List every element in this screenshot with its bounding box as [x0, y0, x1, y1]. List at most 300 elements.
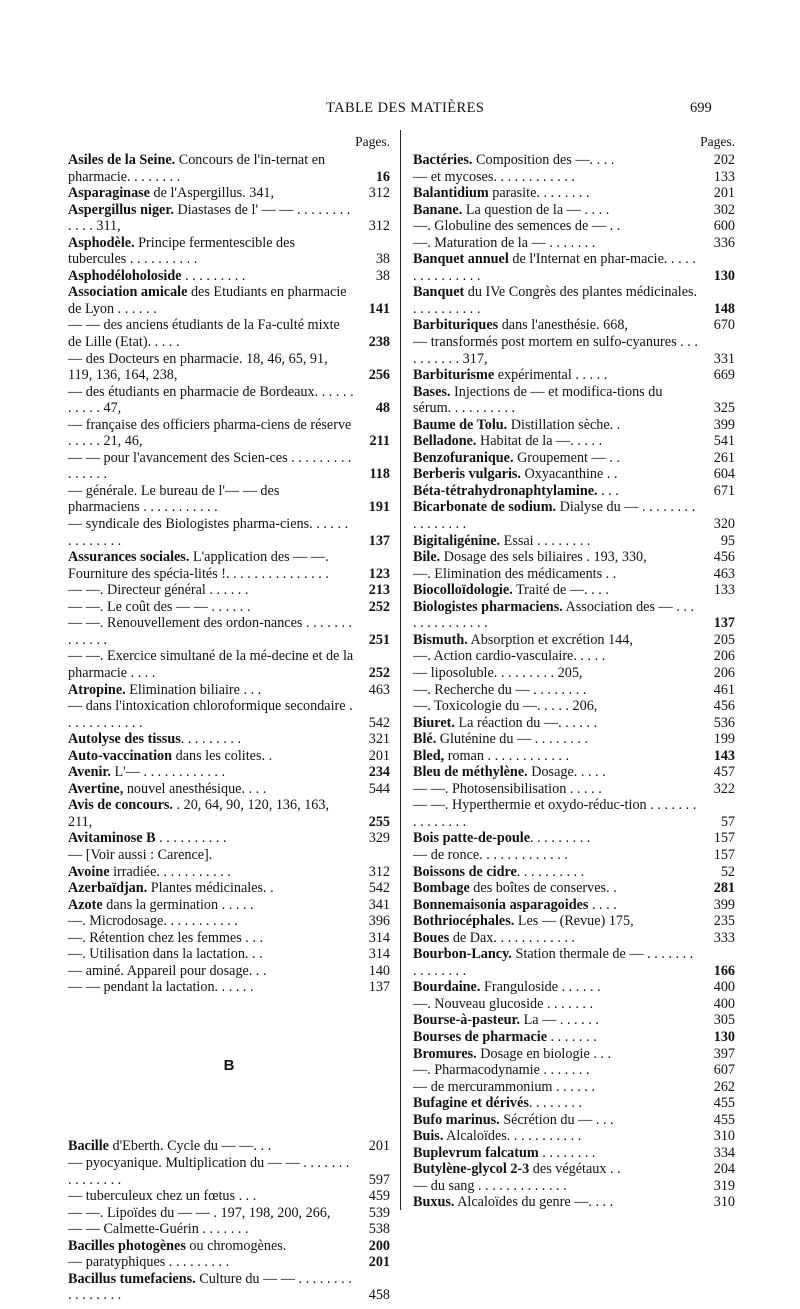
- entry-page-number: 191: [368, 499, 390, 516]
- entry-keyword: Aspergillus niger.: [68, 201, 174, 218]
- entry-keyword: Buplevrum falcatum: [413, 1144, 539, 1161]
- pages-heading: Pages.: [355, 134, 390, 149]
- index-entry: [68, 516, 390, 549]
- right-entries: [413, 152, 735, 1211]
- entry-page-number: 16: [375, 168, 390, 185]
- index-entry: [413, 1029, 735, 1046]
- entry-keyword: Avoine: [68, 863, 110, 880]
- entry-keyword: Bufagine et dérivés: [413, 1095, 529, 1112]
- index-entry: [413, 1178, 735, 1195]
- entry-page-number: 95: [720, 532, 735, 549]
- entry-text: . . . . . . . .: [538, 1144, 596, 1161]
- entry-text: — pyocyanique. Multiplication du — — . . . . . . . . . . . . . . .: [68, 1154, 350, 1188]
- entry-keyword: Avis de concours.: [68, 797, 173, 814]
- entry-page-number: 671: [713, 482, 735, 499]
- entry-page-number: 541: [713, 433, 735, 450]
- entry-page-number: 201: [713, 185, 735, 202]
- entry-text: Oxyacanthine . .: [520, 466, 618, 483]
- index-entry: [68, 317, 390, 350]
- entry-page-number: 143: [713, 747, 735, 764]
- entry-text: — générale. Le bureau de l'— — des pharmaciens . . . . . . . . . . .: [68, 482, 280, 516]
- entry-text: —. Toxicologie du —. . . . . 206,: [413, 698, 598, 715]
- entry-page-number: 331: [713, 350, 735, 367]
- left-column: [68, 134, 390, 1304]
- entry-text: — des étudiants en pharmacie de Bordeaux. . . . . . . . . . . 47,: [68, 383, 354, 417]
- entry-text: Habitat de la —. . . . .: [476, 433, 603, 450]
- index-entry: [68, 1238, 390, 1255]
- entry-keyword: Buxus.: [413, 1194, 455, 1211]
- entry-text: — de ronce. . . . . . . . . . . . .: [413, 846, 568, 863]
- entry-text: — du sang . . . . . . . . . . . . .: [413, 1177, 567, 1194]
- entry-text: Diastases de l' — — . . . . . . . . . . . . 311,: [68, 201, 351, 235]
- index-entry: [68, 864, 390, 881]
- entry-text: Alcaloïdes du genre —. . . .: [454, 1194, 614, 1211]
- entry-text: irradiée. . . . . . . . . . .: [109, 863, 231, 880]
- entry-keyword: Atropine.: [68, 681, 126, 698]
- index-entry: [413, 632, 735, 649]
- index-entry: [413, 648, 735, 665]
- entry-keyword: Bacilles photogènes: [68, 1237, 186, 1254]
- entry-text: —. Nouveau glucoside . . . . . . .: [413, 995, 594, 1012]
- entry-page-number: 238: [368, 334, 390, 351]
- index-entry: [68, 1138, 390, 1155]
- entry-page-number: 336: [713, 234, 735, 251]
- pages-heading: Pages.: [700, 134, 735, 149]
- page-title: TABLE DES MATIÈRES: [326, 100, 485, 116]
- section-letter: B: [223, 1056, 235, 1074]
- entry-text: — paratyphiques . . . . . . . . .: [68, 1254, 230, 1271]
- index-entry: [68, 1271, 390, 1304]
- entry-page-number: 57: [720, 813, 735, 830]
- entry-page-number: 333: [713, 929, 735, 946]
- entry-text: roman . . . . . . . . . . . .: [444, 747, 570, 764]
- entry-keyword: Bismuth.: [413, 631, 468, 648]
- entry-keyword: Bourses de pharmacie: [413, 1028, 547, 1045]
- entry-keyword: Association amicale: [68, 284, 188, 301]
- entry-page-number: 457: [713, 764, 735, 781]
- entry-keyword: Bled,: [413, 747, 445, 764]
- entry-page-number: 123: [368, 565, 390, 582]
- entry-page-number: 234: [368, 764, 390, 781]
- entry-page-number: 334: [713, 1144, 735, 1161]
- entry-text: Alcaloïdes. . . . . . . . . . .: [443, 1128, 582, 1145]
- entry-keyword: Berberis vulgaris.: [413, 466, 521, 483]
- entry-keyword: Blé.: [413, 731, 437, 748]
- entry-keyword: Autolyse des tissus: [68, 731, 181, 748]
- entry-page-number: 314: [368, 946, 390, 963]
- index-entry: [413, 1046, 735, 1063]
- entry-keyword: Buis.: [413, 1128, 444, 1145]
- entry-text: — —. Le coût des — — . . . . . .: [68, 598, 251, 615]
- index-entry: [413, 384, 735, 417]
- index-entry: [413, 715, 735, 732]
- entry-text: . . . .: [588, 896, 617, 913]
- entry-page-number: 320: [713, 516, 735, 533]
- index-entry: [413, 566, 735, 583]
- index-entry: [68, 615, 390, 648]
- index-entry: [413, 549, 735, 566]
- entry-text: Association des — . . . . . . . . . . . . . .: [413, 598, 694, 632]
- entry-text: — —. Hyperthermie et oxydo-réduc-tion . . . . . . . . . . . . . . .: [413, 797, 697, 830]
- entry-text: — aminé. Appareil pour dosage. . .: [68, 962, 267, 979]
- index-entry: [413, 1194, 735, 1211]
- entry-page-number: 536: [713, 714, 735, 731]
- entry-keyword: Asparaginase: [68, 185, 150, 202]
- entry-text: — — Calmette-Guérin . . . . . . .: [68, 1221, 249, 1238]
- entry-text: des boîtes de conserves. .: [469, 880, 617, 897]
- index-entry: [413, 1128, 735, 1145]
- entry-keyword: Bacillus tumefaciens.: [68, 1270, 196, 1287]
- entry-keyword: Bigitaligénine.: [413, 532, 501, 549]
- entry-page-number: 130: [713, 267, 735, 284]
- index-entry: [413, 698, 735, 715]
- index-entry: [413, 433, 735, 450]
- entry-page-number: 252: [368, 598, 390, 615]
- entry-text: —. Elimination des médicaments . .: [413, 565, 617, 582]
- index-entry: [68, 698, 390, 731]
- entry-page-number: 312: [368, 185, 390, 202]
- entry-text: — tuberculeux chez un fœtus . . .: [68, 1188, 257, 1205]
- index-entry: [413, 202, 735, 219]
- index-entry: [68, 284, 390, 317]
- index-entry: [68, 648, 390, 681]
- index-entry: [413, 483, 735, 500]
- entry-page-number: 542: [368, 714, 390, 731]
- entry-page-number: 329: [368, 830, 390, 847]
- entry-page-number: 157: [713, 830, 735, 847]
- entry-page-number: 140: [368, 962, 390, 979]
- index-entry: [413, 1079, 735, 1096]
- column-divider: [400, 130, 401, 1210]
- entry-text: — liposoluble. . . . . . . . . 205,: [413, 664, 583, 681]
- entry-keyword: Bourdaine.: [413, 979, 481, 996]
- entry-keyword: Bombage: [413, 880, 470, 897]
- index-entry: [413, 599, 735, 632]
- entry-keyword: Avertine,: [68, 780, 124, 797]
- entry-keyword: Belladone.: [413, 433, 477, 450]
- entry-text: . . . . . . . .: [528, 1095, 583, 1112]
- index-entry: [68, 781, 390, 798]
- entry-page-number: 539: [368, 1204, 390, 1221]
- entry-keyword: Biologistes pharmaciens.: [413, 598, 563, 615]
- entry-page-number: 399: [713, 416, 735, 433]
- entry-keyword: Baume de Tolu.: [413, 416, 508, 433]
- entry-page-number: 199: [713, 731, 735, 748]
- index-entry: [413, 450, 735, 467]
- entry-page-number: 597: [368, 1171, 390, 1188]
- entry-keyword: Assurances sociales.: [68, 549, 190, 566]
- entry-text: Traité de —. . . .: [512, 582, 609, 599]
- entry-page-number: 261: [713, 449, 735, 466]
- entry-page-number: 669: [713, 367, 735, 384]
- entry-page-number: 201: [368, 1138, 390, 1155]
- index-entry: [68, 1254, 390, 1271]
- page-number: 699: [690, 100, 712, 116]
- entry-page-number: 455: [713, 1111, 735, 1128]
- entry-keyword: Bufo marinus.: [413, 1111, 500, 1128]
- entry-keyword: Béta-tétrahydronaphtylamine.: [413, 482, 598, 499]
- entry-keyword: Banane.: [413, 201, 463, 218]
- entry-page-number: 670: [713, 317, 735, 334]
- entry-text: Les — (Revue) 175,: [514, 913, 634, 930]
- entry-text: . . . . . . .: [547, 1028, 597, 1045]
- entry-page-number: 461: [713, 681, 735, 698]
- entry-page-number: 607: [713, 1062, 735, 1079]
- entry-page-number: 302: [713, 201, 735, 218]
- index-entry: [68, 599, 390, 616]
- entry-text: Dialyse du — . . . . . . . . . . . . . . . .: [413, 499, 696, 533]
- entry-keyword: Bonnemaisonia asparagoides: [413, 896, 589, 913]
- index-entry: [68, 748, 390, 765]
- index-entry: [68, 764, 390, 781]
- index-entry: [413, 1062, 735, 1079]
- index-entry: [68, 1155, 390, 1188]
- entry-keyword: Azote: [68, 896, 103, 913]
- entry-text: — — pour l'avancement des Scien-ces . . . . . . . . . . . . . . .: [68, 449, 352, 483]
- index-entry: [68, 483, 390, 516]
- entry-page-number: 252: [368, 664, 390, 681]
- entry-page-number: 148: [713, 300, 735, 317]
- index-entry: [68, 946, 390, 963]
- entry-text: — et mycoses. . . . . . . . . . . .: [413, 168, 575, 185]
- right-column: [413, 134, 735, 1211]
- entry-text: expérimental . . . . .: [494, 367, 608, 384]
- index-entry: [413, 930, 735, 947]
- entry-text: de l'Aspergillus. 341,: [149, 185, 275, 202]
- entry-text: La question de la — . . . .: [462, 201, 610, 218]
- entry-text: de Dax. . . . . . . . . . . .: [449, 929, 575, 946]
- entry-page-number: 463: [713, 565, 735, 582]
- entry-page-number: 319: [713, 1177, 735, 1194]
- entry-keyword: Asiles de la Seine.: [68, 152, 176, 168]
- entry-text: Essai . . . . . . . .: [500, 532, 591, 549]
- index-entry: [68, 847, 390, 864]
- entry-keyword: Asphodèle.: [68, 234, 135, 251]
- entry-text: — —. Exercice simultané de la mé-decine et de la pharmacie . . . .: [68, 648, 354, 681]
- entry-page-number: 206: [713, 664, 735, 681]
- page-header: [0, 100, 800, 120]
- entry-text: —. Microdosage. . . . . . . . . . .: [68, 913, 238, 930]
- entry-keyword: Barbiturisme: [413, 367, 495, 384]
- index-entry: [413, 847, 735, 864]
- index-entry: [413, 979, 735, 996]
- index-entry: [68, 582, 390, 599]
- index-entry: [68, 417, 390, 450]
- entry-text: Concours de l'in-ternat en pharmacie. . . . . . . .: [68, 152, 326, 185]
- entry-keyword: Banquet: [413, 284, 465, 301]
- entry-text: — dans l'intoxication chloroformique secondaire . . . . . . . . . . . .: [68, 698, 353, 731]
- entry-page-number: 206: [713, 648, 735, 665]
- entry-text: . . . . . . . . .: [530, 830, 591, 847]
- index-entry: [413, 367, 735, 384]
- entry-text: dans l'anesthésie. 668,: [498, 317, 628, 334]
- entry-keyword: Bois patte-de-poule: [413, 830, 531, 847]
- index-entry: [413, 169, 735, 186]
- entry-text: Distillation sèche. .: [507, 416, 621, 433]
- entry-page-number: 281: [713, 880, 735, 897]
- entry-text: La réaction du —. . . . . .: [454, 714, 598, 731]
- entry-page-number: 544: [368, 780, 390, 797]
- entry-text: parasite. . . . . . . .: [488, 185, 590, 202]
- entry-keyword: Azerbaïdjan.: [68, 880, 148, 897]
- entry-page-number: 52: [720, 863, 735, 880]
- entry-page-number: 314: [368, 929, 390, 946]
- entry-page-number: 251: [368, 631, 390, 648]
- index-entry: [413, 797, 735, 830]
- entry-page-number: 38: [375, 251, 390, 268]
- entry-text: Gluténine du — . . . . . . . .: [436, 731, 588, 748]
- entry-keyword: Barbituriques: [413, 317, 499, 334]
- index-entry: [68, 897, 390, 914]
- entry-keyword: Avenir.: [68, 764, 111, 781]
- entry-keyword: Bases.: [413, 383, 451, 400]
- entry-keyword: Bourse-à-pasteur.: [413, 1012, 521, 1029]
- entry-keyword: Biocolloïdologie.: [413, 582, 513, 599]
- entry-keyword: Avitaminose B: [68, 830, 156, 847]
- entry-keyword: Bromures.: [413, 1045, 477, 1062]
- index-entry: [413, 251, 735, 284]
- entry-text: — — des anciens étudiants de la Fa-culté mixte de Lille (Etat). . . . .: [68, 317, 340, 351]
- index-entry: [413, 665, 735, 682]
- entry-page-number: 211: [369, 433, 390, 450]
- index-entry: [413, 764, 735, 781]
- entry-page-number: 133: [713, 168, 735, 185]
- entry-text: d'Eberth. Cycle du — —. . .: [108, 1138, 272, 1155]
- entry-text: — —. Renouvellement des ordon-nances . . . . . . . . . . . . .: [68, 615, 353, 648]
- entry-page-number: 130: [713, 1028, 735, 1045]
- entry-text: ou chromogènes.: [185, 1237, 287, 1254]
- entry-page-number: 200: [368, 1237, 390, 1254]
- entry-page-number: 38: [375, 267, 390, 284]
- entry-text: Franguloside . . . . . .: [480, 979, 601, 996]
- index-entry: [413, 334, 735, 367]
- entry-text: — des Docteurs en pharmacie. 18, 46, 65, 91, 119, 136, 164, 238,: [68, 350, 328, 384]
- entry-text: — française des officiers pharma-ciens de réserve . . . . . 21, 46,: [68, 416, 352, 450]
- index-entry: [68, 185, 390, 202]
- index-entry: [413, 781, 735, 798]
- entry-keyword: Boues: [413, 929, 450, 946]
- entry-text: . . . . . . . . .: [180, 731, 242, 748]
- entry-keyword: Boissons de cidre: [413, 863, 517, 880]
- index-entry: [68, 731, 390, 748]
- entry-keyword: Bactéries.: [413, 152, 473, 168]
- entry-text: Groupement — . .: [513, 449, 620, 466]
- index-entry: [413, 185, 735, 202]
- index-entry: [413, 218, 735, 235]
- entry-keyword: Bicarbonate de sodium.: [413, 499, 557, 516]
- entry-page-number: 400: [713, 979, 735, 996]
- entry-text: . . . . . . . . . .: [155, 830, 227, 847]
- index-entry: [413, 748, 735, 765]
- left-entries-b: [68, 1138, 390, 1303]
- entry-text: — — pendant la lactation. . . . . .: [68, 979, 254, 996]
- entry-page-number: 213: [368, 582, 390, 599]
- index-entry: [413, 864, 735, 881]
- entry-page-number: 600: [713, 218, 735, 235]
- entry-text: dans la germination . . . . .: [102, 896, 254, 913]
- index-entry: [413, 1145, 735, 1162]
- entry-page-number: 166: [713, 962, 735, 979]
- entry-text: . . . . . . . . .: [181, 267, 246, 284]
- entry-page-number: 456: [713, 698, 735, 715]
- entry-page-number: 205: [713, 631, 735, 648]
- entry-text: — syndicale des Biologistes pharma-ciens. . . . . . . . . . . . . .: [68, 516, 349, 549]
- index-entry: [413, 317, 735, 334]
- entry-text: Injections de — et modifica-tions du sérum. . . . . . . . . .: [413, 383, 663, 417]
- entry-text: L'— . . . . . . . . . . . .: [110, 764, 226, 781]
- index-entry: [413, 533, 735, 550]
- index-entry: [413, 499, 735, 532]
- index-entry: [68, 384, 390, 417]
- entry-page-number: 399: [713, 896, 735, 913]
- entry-text: — de mercurammonium . . . . . .: [413, 1078, 596, 1095]
- entry-text: Elimination biliaire . . .: [125, 681, 262, 698]
- entry-text: — —. Photosensibilisation . . . . .: [413, 780, 602, 797]
- index-entry: [413, 1112, 735, 1129]
- index-entry: [68, 1188, 390, 1205]
- index-entry: [413, 1012, 735, 1029]
- index-entry: [68, 963, 390, 980]
- entry-text: —. Pharmacodynamie . . . . . . .: [413, 1062, 590, 1079]
- index-entry: [68, 880, 390, 897]
- entry-keyword: Butylène-glycol 2-3: [413, 1161, 530, 1178]
- entry-text: — transformés post mortem en sulfo-cyanures . . . . . . . . . . 317,: [413, 334, 698, 367]
- index-entry: [413, 830, 735, 847]
- index-entry: [68, 830, 390, 847]
- entry-page-number: 310: [713, 1194, 735, 1211]
- entry-text: Absorption et excrétion 144,: [467, 631, 633, 648]
- entry-page-number: 204: [713, 1161, 735, 1178]
- index-entry: [413, 682, 735, 699]
- entry-page-number: 255: [368, 813, 390, 830]
- entry-text: —. Rétention chez les femmes . . .: [68, 929, 264, 946]
- entry-text: Dosage en biologie . . .: [476, 1045, 612, 1062]
- entry-text: dans les colites. .: [172, 747, 273, 764]
- entry-page-number: 400: [713, 995, 735, 1012]
- entry-text: —. Globuline des semences de — . .: [413, 218, 621, 235]
- entry-text: nouvel anesthésique. . . .: [123, 780, 267, 797]
- entry-page-number: 235: [713, 913, 735, 930]
- entry-text: Dosage des sels biliaires . 193, 330,: [440, 549, 647, 566]
- entry-text: Composition des —. . . .: [472, 152, 615, 168]
- entry-keyword: Benzofuranique.: [413, 449, 514, 466]
- entry-page-number: 310: [713, 1128, 735, 1145]
- entry-page-number: 312: [368, 218, 390, 235]
- entry-page-number: 542: [368, 880, 390, 897]
- index-entry: [413, 946, 735, 979]
- entry-page-number: 201: [368, 1254, 390, 1271]
- entry-text: . . . . . . . . . .: [516, 863, 585, 880]
- entry-page-number: 456: [713, 549, 735, 566]
- entry-text: . . .: [597, 482, 619, 499]
- entry-page-number: 312: [368, 863, 390, 880]
- entry-page-number: 538: [368, 1221, 390, 1238]
- index-entry: [413, 284, 735, 317]
- entry-page-number: 325: [713, 400, 735, 417]
- entry-keyword: Bleu de méthylène.: [413, 764, 528, 781]
- entry-keyword: Auto-vaccination: [68, 747, 173, 764]
- index-entry: [68, 235, 390, 268]
- entry-text: — —. Lipoïdes du — — . 197, 198, 200, 266,: [68, 1204, 331, 1221]
- entry-keyword: Balantidium: [413, 185, 489, 202]
- index-entry: [413, 996, 735, 1013]
- entry-page-number: 141: [368, 300, 390, 317]
- entry-page-number: 133: [713, 582, 735, 599]
- entry-text: Plantes médicinales. .: [147, 880, 274, 897]
- index-entry: [68, 549, 390, 582]
- entry-text: . 20, 64, 90, 120, 136, 163, 211,: [68, 797, 330, 830]
- entry-keyword: Bile.: [413, 549, 441, 566]
